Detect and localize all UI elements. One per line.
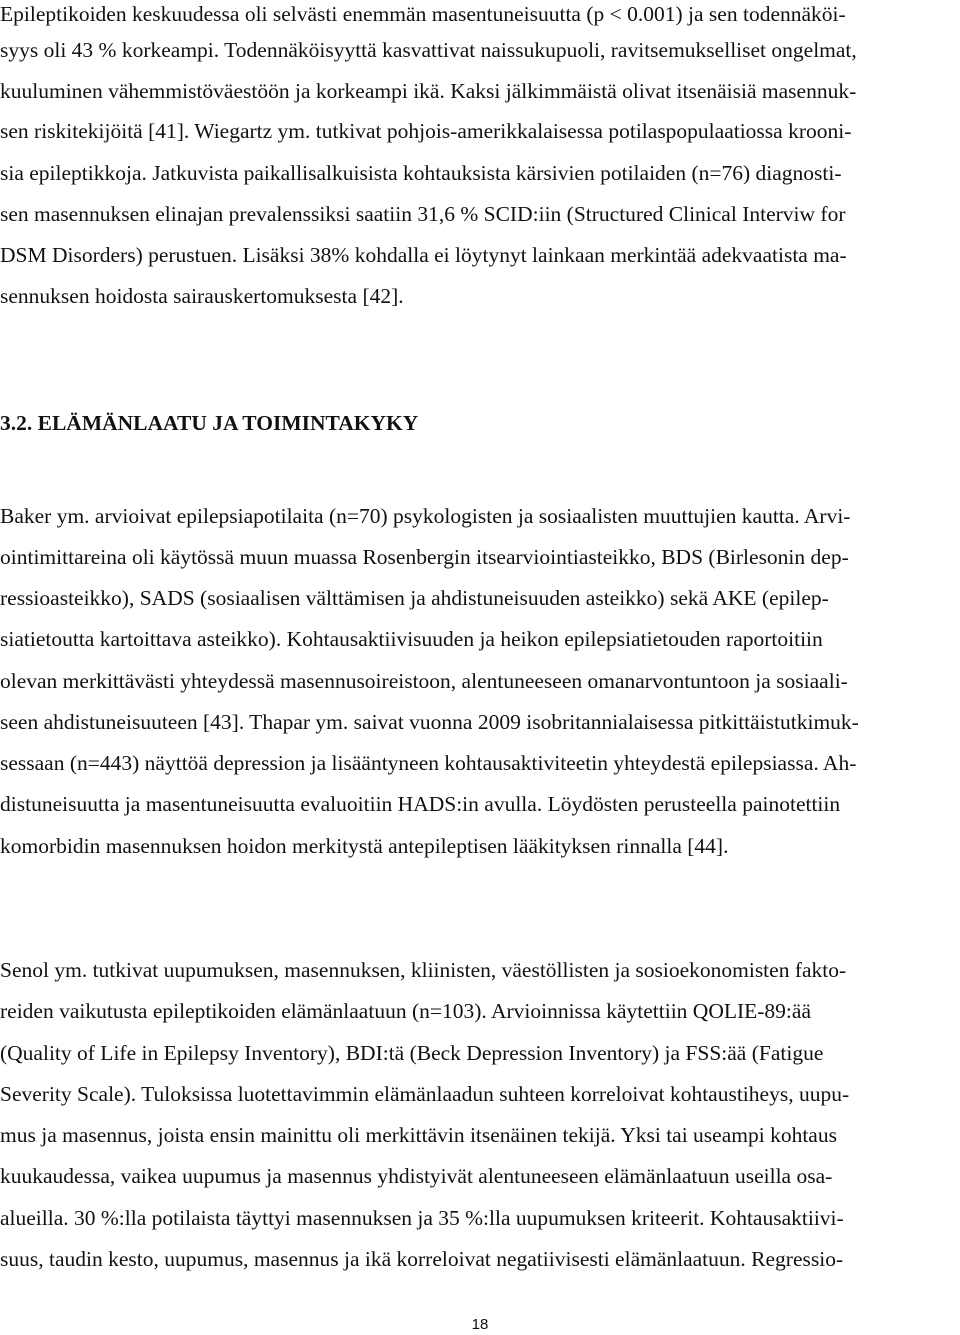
- text-line: olevan merkittävästi yhteydessä masennusoireistoon, alentuneeseen omanarvontuntoon ja sosiaali-: [0, 669, 848, 693]
- text-line: Severity Scale). Tuloksissa luotettavimmin elämänlaadun suhteen korreloivat kohtaustiheys, uupu-: [0, 1082, 850, 1106]
- text-line: siatietoutta kartoittava asteikko). Kohtausaktiivisuuden ja heikon epilepsiatietouden raportoitiin: [0, 627, 823, 651]
- text-line: reiden vaikutusta epileptikoiden elämänlaatuun (n=103). Arvioinnissa käytettiin QOLIE-89:ää: [0, 999, 811, 1023]
- text-line: sen masennuksen elinajan prevalenssiksi saatiin 31,6 % SCID:iin (Structured Clinical Interviw for: [0, 202, 846, 226]
- text-line: (Quality of Life in Epilepsy Inventory), BDI:tä (Beck Depression Inventory) ja FSS:ää (Fatigue: [0, 1041, 824, 1065]
- text-line: sen riskitekijöitä [41]. Wiegartz ym. tutkivat pohjois-amerikkalaisessa potilaspopulaatiossa krooni-: [0, 119, 852, 143]
- text-line: sennuksen hoidosta sairauskertomuksesta [42].: [0, 284, 404, 308]
- text-line: sia epileptikkoja. Jatkuvista paikallisalkuisista kohtauksista kärsivien potilaiden (n=76) diagnosti-: [0, 161, 842, 185]
- text-line: Baker ym. arvioivat epilepsiapotilaita (n=70) psykologisten ja sosiaalisten muuttujien kautta. Arvi-: [0, 504, 851, 528]
- text-line: seen ahdistuneisuuteen [43]. Thapar ym. saivat vuonna 2009 isobritannialaisessa pitkittäistutkimuk-: [0, 710, 859, 734]
- text-line: Senol ym. tutkivat uupumuksen, masennuksen, kliinisten, väestöllisten ja sosioekonomisten fakto-: [0, 958, 847, 982]
- text-line: ointimittareina oli käytössä muun muassa Rosenbergin itsearviointiasteikko, BDS (Birlesonin dep-: [0, 545, 849, 569]
- text-line: kuuluminen vähemmistöväestöön ja korkeampi ikä. Kaksi jälkimmäistä olivat itsenäisiä masennuk-: [0, 79, 857, 103]
- text-line: DSM Disorders) perustuen. Lisäksi 38% kohdalla ei löytynyt lainkaan merkintää adekvaatista ma-: [0, 243, 847, 267]
- text-line: alueilla. 30 %:lla potilaista täyttyi masennuksen ja 35 %:lla uupumuksen kriteerit. Kohtausaktiivi-: [0, 1206, 844, 1230]
- text-line: sessaan (n=443) näyttöä depression ja lisääntyneen kohtausaktiviteetin yhteydestä epilepsiassa. Ah-: [0, 751, 857, 775]
- text-line: distuneisuutta ja masentuneisuutta evaluoitiin HADS:in avulla. Löydösten perusteella painotettiin: [0, 792, 841, 816]
- text-line: kuukaudessa, vaikea uupumus ja masennus yhdistyivät alentuneeseen elämänlaatuun useilla osa-: [0, 1164, 833, 1188]
- text-line: komorbidin masennuksen hoidon merkitystä antepileptisen lääkityksen rinnalla [44].: [0, 834, 729, 858]
- section-heading: 3.2. ELÄMÄNLAATU JA TOIMINTAKYKY: [0, 411, 419, 435]
- text-line: suus, taudin kesto, uupumus, masennus ja ikä korreloivat negatiivisesti elämänlaatuun. Regressio-: [0, 1247, 844, 1271]
- text-line: syys oli 43 % korkeampi. Todennäköisyyttä kasvattivat naissukupuoli, ravitsemukselliset ongelmat,: [0, 38, 857, 62]
- text-line: ressioasteikko), SADS (sosiaalisen välttämisen ja ahdistuneisuuden asteikko) sekä AKE (epilep-: [0, 586, 829, 610]
- text-line: mus ja masennus, joista ensin mainittu oli merkittävin itsenäinen tekijä. Yksi tai useampi kohtaus: [0, 1123, 837, 1147]
- page-number: 18: [471, 1316, 489, 1333]
- text-line: Epileptikoiden keskuudessa oli selvästi enemmän masentuneisuutta (p < 0.001) ja sen todennäköi-: [0, 2, 846, 26]
